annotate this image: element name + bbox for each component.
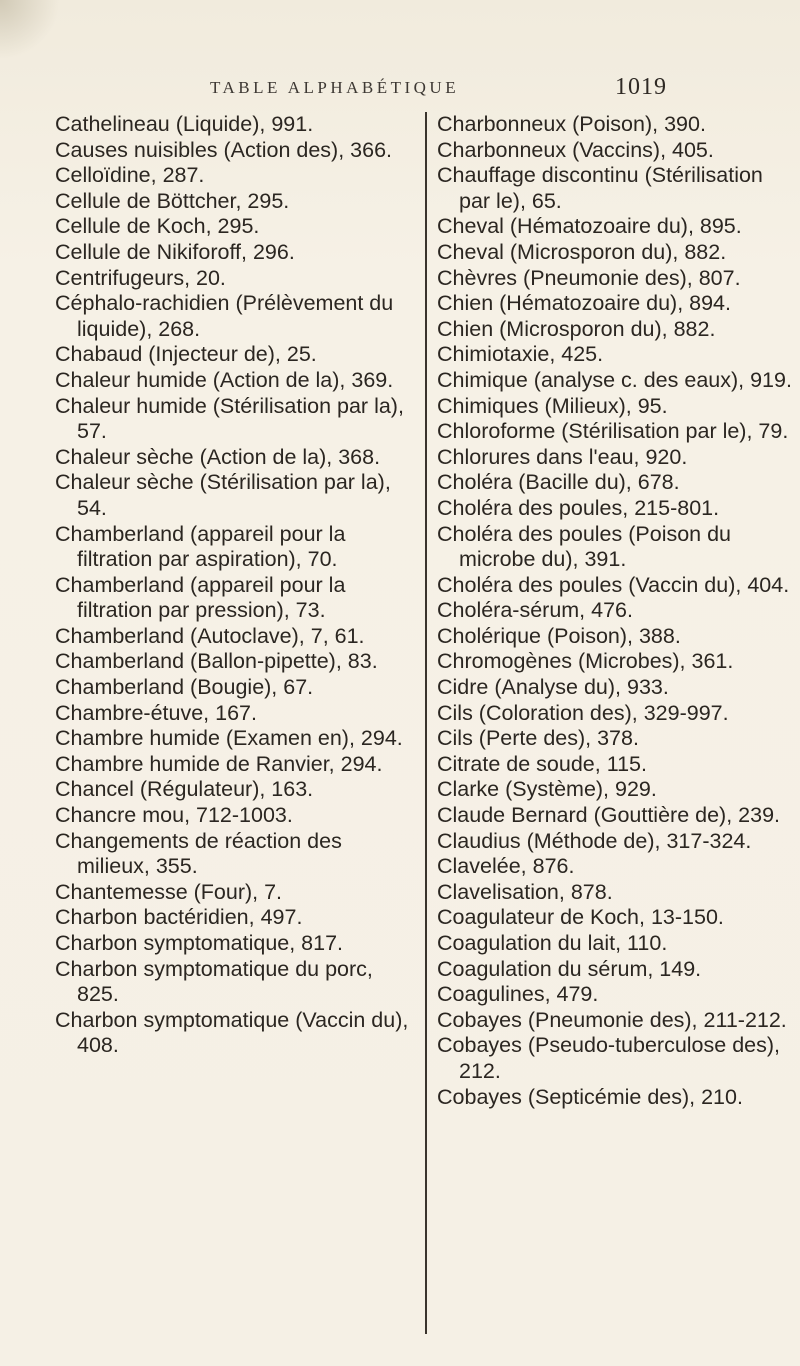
page-number: 1019 <box>615 74 667 100</box>
index-entry: Chantemesse (Four), 7. <box>55 879 283 904</box>
index-entry: Chlorures dans l'eau, 920. <box>437 444 688 469</box>
index-entry: Chancel (Régulateur), 163. <box>55 777 314 802</box>
index-entry: Céphalo-rachidien (Prélèvement du liquide), 268. <box>55 291 394 341</box>
index-entry: Claudius (Méthode de), 317-324. <box>437 828 752 853</box>
index-entry: Causes nuisibles (Action des), 366. <box>55 137 393 162</box>
index-entry: Cholérique (Poison), 388. <box>437 623 681 648</box>
index-entry: Chèvres (Pneumonie des), 807. <box>437 265 741 290</box>
index-entry: Chaleur sèche (Action de la), 368. <box>55 444 381 469</box>
index-entry: Clarke (Système), 929. <box>437 777 657 802</box>
index-column-right <box>425 112 792 1334</box>
index-entry: Cheval (Hématozoaire du), 895. <box>437 214 742 239</box>
header-title: TABLE ALPHABÉTIQUE <box>210 78 460 97</box>
paper-stain <box>0 0 60 60</box>
index-entry: Choléra (Bacille du), 678. <box>437 470 680 495</box>
index-entry: Cils (Perte des), 378. <box>437 726 639 751</box>
index-entry: Chabaud (Injecteur de), 25. <box>55 342 317 367</box>
index-entry: Chambre humide (Examen en), 294. <box>55 726 403 751</box>
index-entry: Chaleur sèche (Stérilisation par la), 54. <box>55 470 391 520</box>
index-entry: Chamberland (appareil pour la filtration par aspiration), 70. <box>55 521 346 572</box>
index-entry: Chamberland (appareil pour la filtration par pression), 73. <box>55 572 346 623</box>
index-entry: Chauffage discontinu (Stérilisation par le), 65. <box>437 163 763 213</box>
index-entry: Chien (Hématozoaire du), 894. <box>437 291 731 316</box>
index-entry: Chromogènes (Microbes), 361. <box>437 649 734 674</box>
index-entry: Choléra des poules (Vaccin du), 404. <box>437 572 790 597</box>
index-entry: Coagulation du lait, 110. <box>437 931 668 955</box>
index-entry: Cellule de Koch, 295. <box>55 214 260 239</box>
index-entry: Cheval (Microsporon du), 882. <box>437 239 727 264</box>
index-entry: Coagulateur de Koch, 13-150. <box>437 905 724 930</box>
index-entry: Chimiques (Milieux), 95. <box>437 393 668 418</box>
index-entry: Cathelineau (Liquide), 991. <box>55 112 314 136</box>
index-column-left <box>55 112 413 1059</box>
index-entry: Chloroforme (Stérilisation par le), 79. <box>437 419 789 444</box>
index-entry: Charbon symptomatique, 817. <box>55 931 344 955</box>
index-entry: Cellule de Nikiforoff, 296. <box>55 239 295 264</box>
index-entry: Cobayes (Pseudo-tuberculose des), 212. <box>437 1033 780 1083</box>
index-entry: Chambre humide de Ranvier, 294. <box>55 751 383 776</box>
index-entry: Chambre-étuve, 167. <box>55 700 257 725</box>
index-entry: Chimique (analyse c. des eaux), 919. <box>437 367 792 392</box>
index-entry: Chaleur humide (Action de la), 369. <box>55 367 394 392</box>
index-entry: Chamberland (Ballon-pipette), 83. <box>55 649 378 674</box>
index-entry: Coagulation du sérum, 149. <box>437 956 702 981</box>
index-entry: Changements de réaction des milieux, 355. <box>55 828 342 879</box>
index-entry: Chamberland (Autoclave), 7, 61. <box>55 623 365 648</box>
index-entry: Clavelisation, 878. <box>437 879 613 904</box>
index-entry: Charbon bactéridien, 497. <box>55 905 303 930</box>
index-entry: Citrate de soude, 115. <box>437 751 647 776</box>
index-entry: Chimiotaxie, 425. <box>437 342 604 367</box>
index-entry: Coagulines, 479. <box>437 982 599 1007</box>
index-entry: Charbon symptomatique du porc, 825. <box>55 956 373 1007</box>
index-entry: Cellule de Böttcher, 295. <box>55 188 290 213</box>
index-entry: Chamberland (Bougie), 67. <box>55 675 314 700</box>
index-entry: Celloïdine, 287. <box>55 163 205 188</box>
running-header <box>0 76 800 106</box>
index-entry: Cidre (Analyse du), 933. <box>437 675 669 700</box>
index-entry: Choléra des poules, 215-801. <box>437 495 720 520</box>
index-entry: Chaleur humide (Stérilisation par la), 57. <box>55 393 404 444</box>
index-entry: Choléra des poules (Poison du microbe du), 391. <box>437 521 732 572</box>
index-entry: Clavelée, 876. <box>437 854 575 879</box>
index-entry: Charbonneux (Poison), 390. <box>437 112 706 136</box>
index-entry: Cobayes (Septicémie des), 210. <box>437 1084 743 1109</box>
index-entry: Cobayes (Pneumonie des), 211-212. <box>437 1007 787 1032</box>
index-entry: Claude Bernard (Gouttière de), 239. <box>437 803 781 828</box>
index-entry: Choléra-sérum, 476. <box>437 598 633 623</box>
index-entry: Cils (Coloration des), 329-997. <box>437 700 729 725</box>
index-entry: Chancre mou, 712-1003. <box>55 803 293 828</box>
index-entry: Chien (Microsporon du), 882. <box>437 316 716 341</box>
index-entry: Centrifugeurs, 20. <box>55 265 226 290</box>
index-entry: Charbon symptomatique (Vaccin du), 408. <box>55 1007 409 1058</box>
index-entry: Charbonneux (Vaccins), 405. <box>437 137 714 162</box>
